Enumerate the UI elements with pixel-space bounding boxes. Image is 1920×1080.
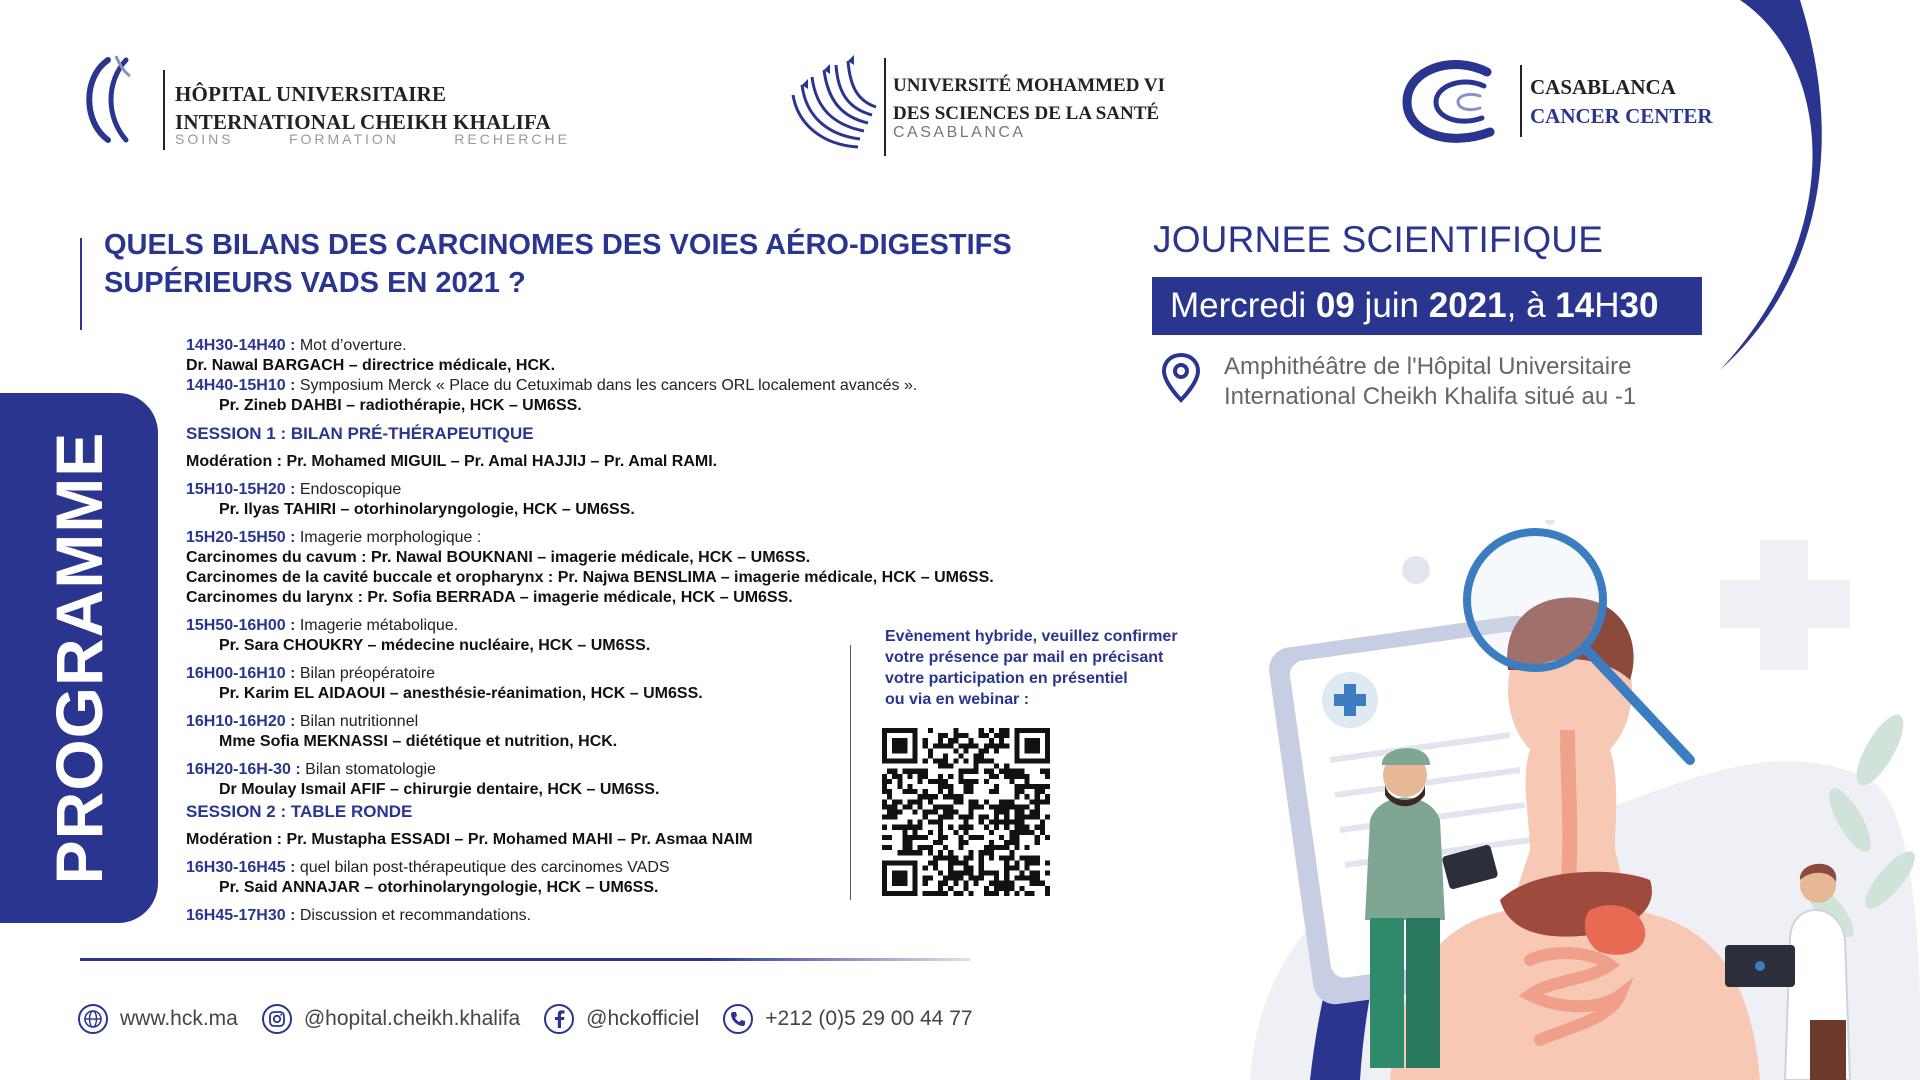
programme-item [186, 528, 1106, 548]
item-desc: Symposium Merck « Place du Cetuximab dans les cancers ORL localement avancés ». [295, 377, 918, 394]
date-hour: 14 [1555, 286, 1595, 325]
hck-tag-recherche: RECHERCHE [454, 131, 570, 147]
date-year: 2021 [1428, 286, 1507, 325]
hck-name-line1: HÔPITAL UNIVERSITAIRE [175, 82, 447, 106]
venue-line2: International Cheikh Khalifa situé au -1 [1224, 383, 1637, 410]
item-speaker: Carcinomes du cavum : Pr. Nawal BOUKNANI – imagerie médicale, HCK – UM6SS. [186, 549, 811, 566]
main-title-line2: SUPÉRIEURS VADS EN 2021 ? [104, 267, 526, 299]
hybrid-line2: votre présence par mail en précisant [885, 649, 1164, 666]
session-1-moderation: Modération : Pr. Mohamed MIGUIL – Pr. Amal HAJJIJ – Pr. Amal RAMI. [186, 453, 718, 470]
date-separator: , à [1506, 286, 1556, 325]
programme-label: PROGRAMME [42, 431, 116, 885]
item-desc: Endoscopique [295, 481, 402, 498]
date-weekday: Mercredi [1170, 286, 1316, 325]
item-time: 16H20-16H-30 : [186, 761, 301, 778]
item-time: 14H30-14H40 : [186, 337, 296, 354]
hck-logo-separator [163, 70, 165, 150]
item-speaker: Dr. Nawal BARGACH – directrice médicale, HCK. [186, 357, 556, 374]
ccc-name [1530, 73, 1713, 131]
phone-text: +212 (0)5 29 00 44 77 [765, 1007, 973, 1030]
hck-tag-formation: FORMATION [288, 131, 399, 147]
programme-item [186, 906, 1106, 926]
um6ss-name-line2: DES SCIENCES DE LA SANTÉ [893, 103, 1160, 124]
main-title-line1: QUELS BILANS DES CARCINOMES DES VOIES AÉRO-DIGESTIFS [104, 229, 1012, 261]
hybrid-notice [885, 626, 1225, 710]
item-desc: Bilan nutritionnel [295, 713, 419, 730]
item-speaker: Dr Moulay Ismail AFIF – chirurgie dentaire, HCK – UM6SS. [219, 781, 660, 798]
um6ss-name-line1: UNIVERSITÉ MOHAMMED VI [893, 75, 1166, 96]
footer-website[interactable] [78, 1004, 238, 1034]
venue-line1: Amphithéâtre de l'Hôpital Universitaire [1224, 353, 1632, 380]
hck-logo-icon [78, 52, 158, 147]
event-date-box [1152, 277, 1702, 335]
item-desc: Mot d’overture. [295, 337, 407, 354]
item-desc: quel bilan post-thérapeutique des carcinomes VADS [295, 859, 670, 876]
item-time: 16H00-16H10 : [186, 665, 296, 682]
hybrid-line4: ou via en webinar : [885, 691, 1030, 708]
um6ss-logo-icon [788, 55, 883, 155]
date-month: juin [1354, 286, 1429, 325]
item-desc: Imagerie métabolique. [295, 617, 459, 634]
globe-icon [78, 1004, 108, 1034]
item-time: 16H30-16H45 : [186, 859, 296, 876]
facebook-icon [544, 1004, 574, 1034]
hck-tag-soins: SOINS [175, 131, 234, 147]
hck-name-line2: INTERNATIONAL CHEIKH KHALIFA [175, 110, 551, 134]
item-desc: Bilan préopératoire [295, 665, 436, 682]
session-1-title: SESSION 1 : BILAN PRÉ-THÉRAPEUTIQUE [186, 424, 534, 443]
session-2-title: SESSION 2 : TABLE RONDE [186, 802, 413, 821]
item-time: 14H40-15H10 : [186, 377, 296, 394]
programme-item [186, 336, 1106, 356]
phone-icon [723, 1004, 753, 1034]
hybrid-line1: Evènement hybride, veuillez confirmer [885, 628, 1178, 645]
um6ss-name [893, 72, 1165, 128]
website-text: www.hck.ma [120, 1007, 238, 1030]
footer-instagram[interactable] [262, 1004, 520, 1034]
facebook-text: @hckofficiel [586, 1007, 700, 1030]
programme-item [186, 376, 1106, 396]
hck-name [175, 80, 551, 136]
um6ss-city: CASABLANCA [893, 124, 1026, 141]
instagram-icon [262, 1004, 292, 1034]
hck-tagline [175, 131, 570, 147]
hybrid-line3: votre participation en présentiel [885, 670, 1128, 687]
medical-illustration [1230, 520, 1920, 1080]
location-pin-icon [1160, 352, 1202, 404]
event-label: JOURNEE SCIENTIFIQUE [1153, 219, 1604, 260]
hybrid-separator [850, 645, 851, 900]
item-speaker: Pr. Ilyas TAHIRI – otorhinolaryngologie, HCK – UM6SS. [219, 501, 635, 518]
item-desc: Bilan stomatologie [300, 761, 436, 778]
qr-code[interactable] [882, 728, 1050, 896]
ccc-logo-separator [1520, 65, 1522, 137]
main-title [104, 226, 1104, 302]
item-time: 15H20-15H50 : [186, 529, 296, 546]
date-minutes: 30 [1619, 286, 1659, 325]
footer-contacts [78, 1004, 997, 1034]
date-h-letter: H [1594, 286, 1620, 325]
item-desc: Discussion et recommandations. [295, 907, 532, 924]
footer-facebook[interactable] [544, 1004, 699, 1034]
programme-item [186, 480, 1106, 500]
item-time: 16H10-16H20 : [186, 713, 296, 730]
footer-divider [80, 958, 970, 961]
date-day: 09 [1315, 286, 1355, 325]
decorative-arc-top [1600, 0, 1920, 420]
item-speaker: Carcinomes du larynx : Pr. Sofia BERRADA – imagerie médicale, HCK – UM6SS. [186, 589, 793, 606]
item-time: 16H45-17H30 : [186, 907, 296, 924]
session-2-moderation: Modération : Pr. Mustapha ESSADI – Pr. Mohamed MAHI – Pr. Asmaa NAIM [186, 831, 753, 848]
footer-phone[interactable] [723, 1004, 972, 1034]
item-time: 15H10-15H20 : [186, 481, 296, 498]
item-speaker: Carcinomes de la cavité buccale et oropharynx : Pr. Najwa BENSLIMA – imagerie médicale, HCK – UM6SS. [186, 569, 994, 586]
item-speaker: Pr. Zineb DAHBI – radiothérapie, HCK – UM6SS. [219, 397, 582, 414]
item-speaker: Mme Sofia MEKNASSI – diététique et nutrition, HCK. [219, 733, 618, 750]
title-accent-bar [80, 238, 82, 330]
ccc-logo-icon [1402, 60, 1517, 145]
item-speaker: Pr. Sara CHOUKRY – médecine nucléaire, HCK – UM6SS. [219, 637, 651, 654]
event-venue [1224, 352, 1636, 412]
item-speaker: Pr. Said ANNAJAR – otorhinolaryngologie, HCK – UM6SS. [219, 879, 659, 896]
item-desc: Imagerie morphologique : [295, 529, 482, 546]
item-speaker: Pr. Karim EL AIDAOUI – anesthésie-réanimation, HCK – UM6SS. [219, 685, 703, 702]
item-time: 15H50-16H00 : [186, 617, 296, 634]
ccc-name-line1: CASABLANCA [1530, 75, 1676, 99]
instagram-text: @hopital.cheikh.khalifa [303, 1007, 521, 1030]
um6ss-logo-separator [884, 58, 886, 156]
ccc-name-line2: CANCER CENTER [1530, 104, 1713, 128]
